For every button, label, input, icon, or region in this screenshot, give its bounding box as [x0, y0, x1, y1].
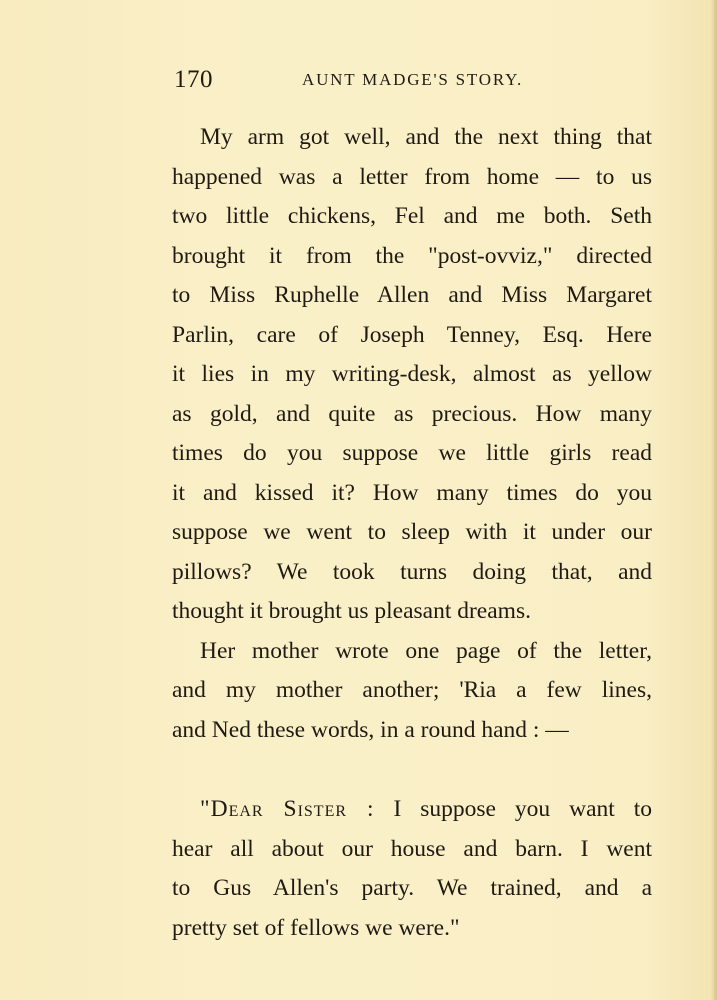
paragraph-3 [172, 790, 652, 948]
page-header [174, 66, 654, 100]
text-line: hear all about our house and barn. I went [172, 835, 652, 862]
text-fragment: I suppose you want to [374, 796, 653, 822]
paragraph-1 [172, 118, 652, 632]
letter-salutation: "Dear Sister : [200, 796, 375, 822]
paragraph-2 [172, 632, 652, 751]
text-line: it and kissed it? How many times do you [172, 479, 652, 506]
text-line: it lies in my writing-desk, almost as yellow [172, 361, 652, 387]
text-line: happened was a letter from home — to us [172, 163, 652, 190]
text-line: two little chickens, Fel and me both. Seth [172, 203, 652, 229]
text-line: to Gus Allen's party. We trained, and a [172, 875, 652, 901]
body-text [172, 118, 652, 948]
text-line: Parlin, care of Joseph Tenney, Esq. Here [172, 321, 652, 348]
text-line: thought it brought us pleasant dreams. [172, 598, 531, 624]
text-line: and Ned these words, in a round hand : — [172, 716, 569, 743]
text-line [172, 790, 652, 830]
text-line: and my mother another; 'Ria a few lines, [172, 677, 652, 703]
text-line: My arm got well, and the next thing that [200, 124, 652, 150]
page-number: 170 [174, 66, 213, 93]
text-line: Her mother wrote one page of the letter, [200, 637, 652, 664]
text-line: pretty set of fellows we were." [172, 914, 460, 941]
page-edge-shadow [711, 0, 717, 1000]
text-line: times do you suppose we little girls read [172, 440, 652, 466]
text-line: to Miss Ruphelle Allen and Miss Margaret [172, 282, 652, 308]
paragraph-gap [172, 750, 652, 790]
text-line: brought it from the "post-ovviz," directed [172, 242, 652, 269]
text-line: suppose we went to sleep with it under our [172, 519, 652, 545]
text-line: as gold, and quite as precious. How many [172, 400, 652, 427]
text-line: pillows? We took turns doing that, and [172, 558, 652, 585]
running-head: AUNT MADGE'S STORY. [302, 70, 524, 89]
